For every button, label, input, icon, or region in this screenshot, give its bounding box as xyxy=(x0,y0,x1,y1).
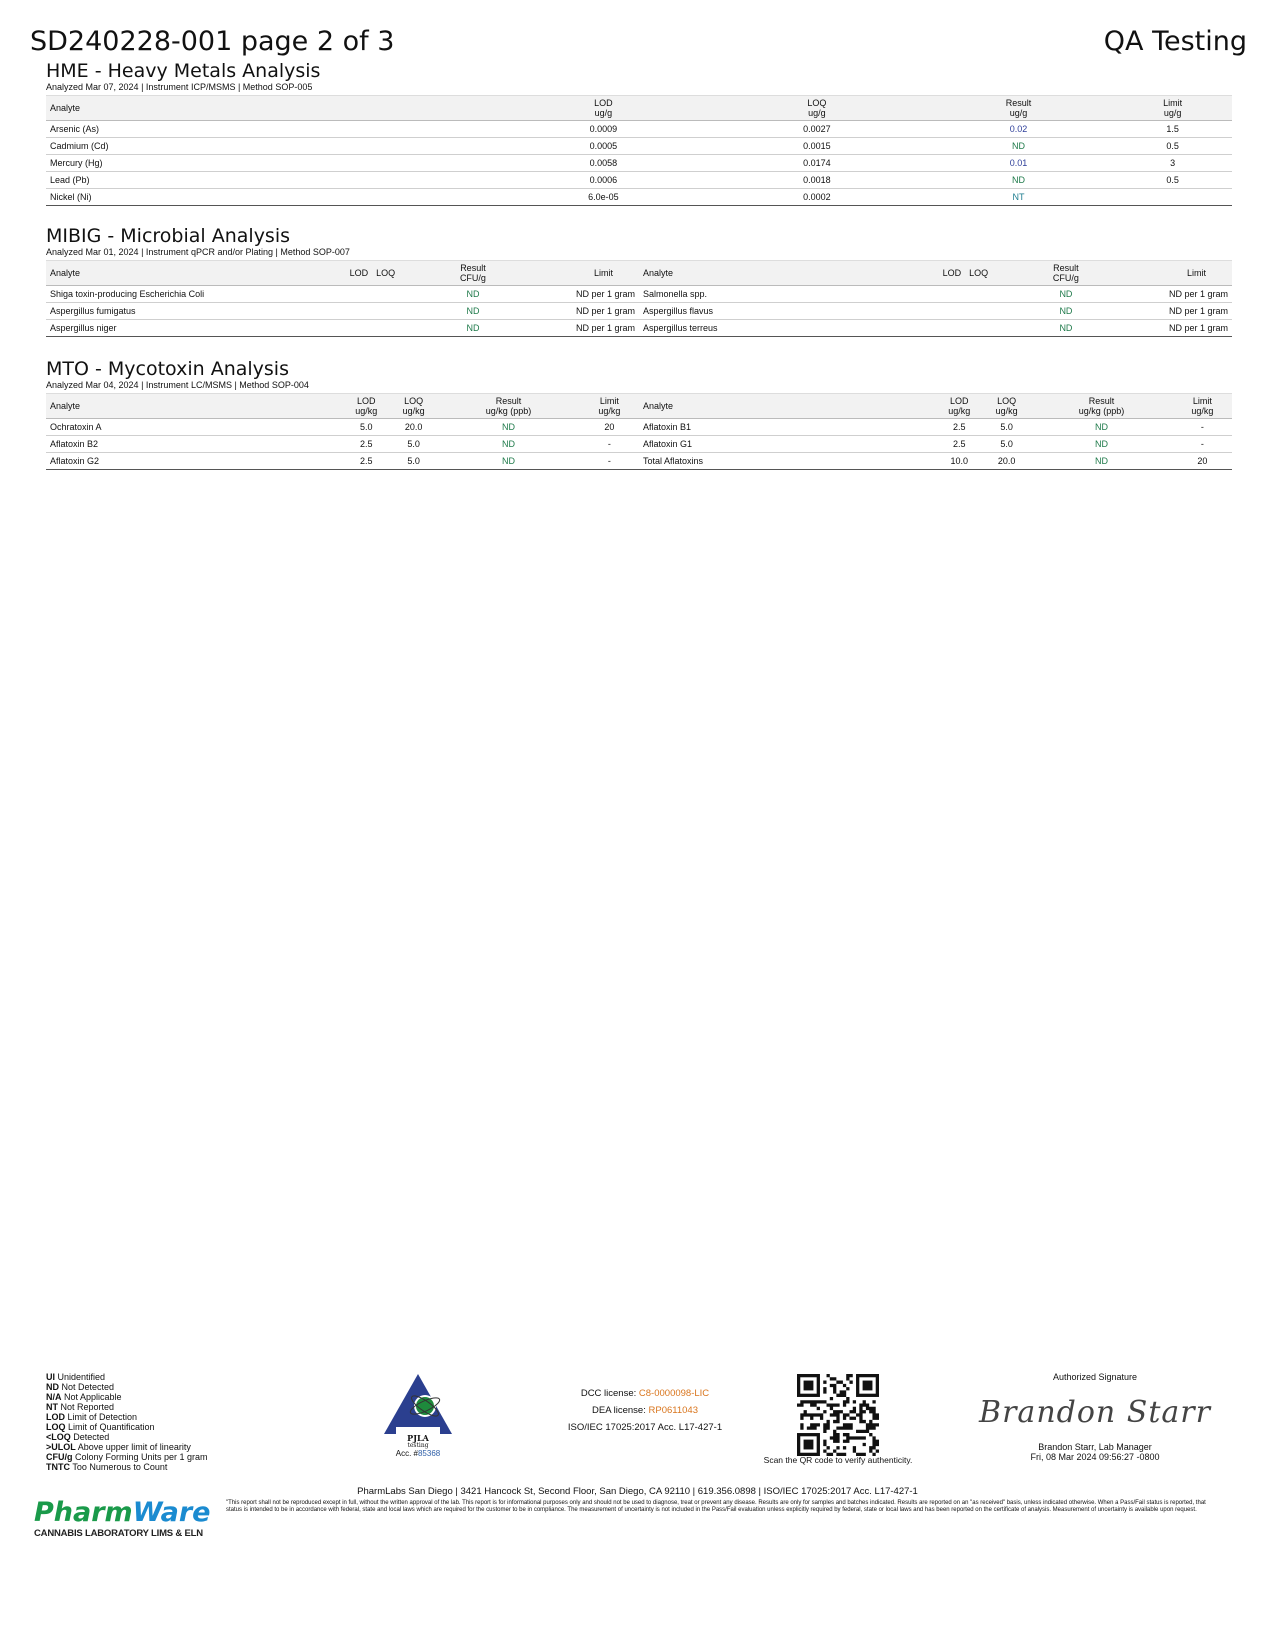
section-title: MTO - Mycotoxin Analysis xyxy=(46,358,289,380)
pjla-accreditation: Acc. #85368 xyxy=(395,1449,441,1458)
lod: 10.0 xyxy=(935,453,982,470)
lod: 5.0 xyxy=(343,419,390,436)
legend-item: >ULOL Above upper limit of linearity xyxy=(46,1442,191,1452)
lod: 2.5 xyxy=(935,436,982,453)
limit: 20 xyxy=(1173,453,1232,470)
analyte: Total Aflatoxins xyxy=(639,453,936,470)
col-loq-2: LOQ ug/kg xyxy=(983,394,1030,419)
result: ND xyxy=(1019,286,1114,303)
result: ND xyxy=(1030,419,1172,436)
col-loq: LOQ ug/g xyxy=(710,96,923,121)
col-analyte: Analyte xyxy=(46,96,497,121)
heavy-metals-section xyxy=(46,60,1232,206)
col-limit-2: Limit ug/kg xyxy=(1173,394,1232,419)
signature-block xyxy=(975,1372,1215,1462)
loq: 0.0027 xyxy=(710,121,923,138)
table-row xyxy=(46,121,1232,138)
limit: 3 xyxy=(1113,155,1232,172)
col-result: Result ug/g xyxy=(924,96,1114,121)
table-row xyxy=(46,419,1232,436)
legend-item: UI Unidentified xyxy=(46,1372,106,1382)
lod: 2.5 xyxy=(343,453,390,470)
microbial-table xyxy=(46,260,1232,337)
qr-code-icon xyxy=(797,1374,879,1456)
heavy-metals-table xyxy=(46,95,1232,206)
lod: 2.5 xyxy=(935,419,982,436)
dcc-license: DCC license: C8-0000098-LIC xyxy=(580,1388,710,1399)
iso-accreditation: ISO/IEC 17025:2017 Acc. L17-427-1 xyxy=(567,1422,723,1433)
result: ND xyxy=(426,303,521,320)
col-analyte-2: Analyte xyxy=(639,261,936,286)
section-meta: Analyzed Mar 04, 2024 | Instrument LC/MSMS | Method SOP-004 xyxy=(46,380,309,390)
limit: ND per 1 gram xyxy=(1113,320,1232,337)
lod: 0.0058 xyxy=(497,155,710,172)
legend-item: LOQ Limit of Quantification xyxy=(46,1422,155,1432)
limit: - xyxy=(1173,419,1232,436)
limit: - xyxy=(1173,436,1232,453)
dea-license: DEA license: RP0611043 xyxy=(592,1405,698,1416)
analyte: Cadmium (Cd) xyxy=(46,138,497,155)
table-header-row xyxy=(46,261,1232,286)
analyte: Ochratoxin A xyxy=(46,419,343,436)
col-limit: Limit ug/g xyxy=(1113,96,1232,121)
legend-item: <LOQ Detected xyxy=(46,1432,110,1442)
analyte: Aspergillus flavus xyxy=(639,303,936,320)
table-row xyxy=(46,453,1232,470)
col-lod-2: LOD xyxy=(936,261,966,286)
pjla-accreditation-logo xyxy=(378,1372,458,1459)
pjla-sub: testing xyxy=(407,1442,429,1449)
licenses-block xyxy=(540,1385,750,1436)
result: ND xyxy=(437,419,579,436)
analyte: Aflatoxin B1 xyxy=(639,419,936,436)
legend-item: N/A Not Applicable xyxy=(46,1392,122,1402)
analyte: Lead (Pb) xyxy=(46,172,497,189)
legend-item: TNTC Too Numerous to Count xyxy=(46,1462,168,1472)
verification-qr-code[interactable] xyxy=(797,1374,879,1461)
col-analyte: Analyte xyxy=(46,261,343,286)
report-page-id: SD240228-001 page 2 of 3 xyxy=(30,26,395,57)
lab-address: PharmLabs San Diego | 3421 Hancock St, Second Floor, San Diego, CA 92110 | 619.356.0898 | ISO/IEC 17025:2017 Acc. L17-427-1 xyxy=(357,1486,918,1497)
section-title: HME - Heavy Metals Analysis xyxy=(46,60,321,82)
limit: 0.5 xyxy=(1113,172,1232,189)
result: ND xyxy=(924,138,1114,155)
result: 0.02 xyxy=(924,121,1114,138)
pharmware-logo xyxy=(34,1497,211,1539)
legend-item: CFU/g Colony Forming Units per 1 gram xyxy=(46,1452,208,1462)
col-result-2: Result ug/kg (ppb) xyxy=(1030,394,1172,419)
lod: 0.0005 xyxy=(497,138,710,155)
col-loq-2: LOQ xyxy=(965,261,1018,286)
pharmware-tagline: CANNABIS LABORATORY LIMS & ELN xyxy=(34,1528,203,1539)
col-analyte: Analyte xyxy=(46,394,343,419)
pjla-name: PJLA xyxy=(407,1433,429,1443)
report-type: QA Testing xyxy=(1103,26,1247,57)
lod: 0.0006 xyxy=(497,172,710,189)
pharmware-wordmark: PharmWare xyxy=(34,1497,211,1528)
limit: 0.5 xyxy=(1113,138,1232,155)
analyte: Arsenic (As) xyxy=(46,121,497,138)
analyte: Aflatoxin B2 xyxy=(46,436,343,453)
analyte: Aflatoxin G2 xyxy=(46,453,343,470)
loq: 5.0 xyxy=(983,419,1030,436)
analyte: Aspergillus fumigatus xyxy=(46,303,343,320)
table-row xyxy=(46,189,1232,206)
abbreviation-legend xyxy=(46,1372,208,1472)
col-result-2: Result CFU/g xyxy=(1019,261,1114,286)
col-lod: LOD ug/kg xyxy=(343,394,390,419)
col-lod-2: LOD ug/kg xyxy=(935,394,982,419)
limit: ND per 1 gram xyxy=(1113,303,1232,320)
result: 0.01 xyxy=(924,155,1114,172)
table-row xyxy=(46,155,1232,172)
analyte: Aflatoxin G1 xyxy=(639,436,936,453)
limit: 1.5 xyxy=(1113,121,1232,138)
mycotoxin-table xyxy=(46,393,1232,470)
col-result: Result CFU/g xyxy=(426,261,521,286)
loq: 0.0002 xyxy=(710,189,923,206)
legend-item: ND Not Detected xyxy=(46,1382,115,1392)
table-row xyxy=(46,172,1232,189)
signature-timestamp: Fri, 08 Mar 2024 09:56:27 -0800 xyxy=(1030,1452,1160,1462)
col-limit: Limit ug/kg xyxy=(580,394,639,419)
analyte: Salmonella spp. xyxy=(639,286,936,303)
pjla-triangle-icon xyxy=(378,1372,458,1438)
analyte: Shiga toxin-producing Escherichia Coli xyxy=(46,286,343,303)
result: ND xyxy=(426,320,521,337)
table-row xyxy=(46,436,1232,453)
result: ND xyxy=(924,172,1114,189)
loq: 0.0015 xyxy=(710,138,923,155)
table-header-row xyxy=(46,394,1232,419)
limit: - xyxy=(580,436,639,453)
col-limit-2: Limit xyxy=(1113,261,1232,286)
analyte: Nickel (Ni) xyxy=(46,189,497,206)
signer-name-title: Brandon Starr, Lab Manager xyxy=(1038,1442,1152,1452)
result: ND xyxy=(1030,453,1172,470)
result: ND xyxy=(437,436,579,453)
col-limit: Limit xyxy=(520,261,639,286)
loq: 20.0 xyxy=(983,453,1030,470)
limit: ND per 1 gram xyxy=(520,286,639,303)
analyte: Mercury (Hg) xyxy=(46,155,497,172)
col-analyte-2: Analyte xyxy=(639,394,936,419)
section-title: MIBIG - Microbial Analysis xyxy=(46,225,291,247)
result: ND xyxy=(1019,320,1114,337)
limit: ND per 1 gram xyxy=(520,303,639,320)
table-row xyxy=(46,320,1232,337)
loq: 0.0174 xyxy=(710,155,923,172)
legend-item: LOD Limit of Detection xyxy=(46,1412,138,1422)
mycotoxin-section xyxy=(46,358,1232,470)
limit xyxy=(1113,189,1232,206)
handwritten-signature: Brandon Starr xyxy=(979,1394,1211,1430)
lod: 6.0e-05 xyxy=(497,189,710,206)
limit: ND per 1 gram xyxy=(1113,286,1232,303)
section-meta: Analyzed Mar 07, 2024 | Instrument ICP/MSMS | Method SOP-005 xyxy=(46,82,313,92)
qr-caption: Scan the QR code to verify authenticity. xyxy=(763,1455,913,1465)
analyte: Aspergillus terreus xyxy=(639,320,936,337)
loq: 5.0 xyxy=(390,453,437,470)
table-row xyxy=(46,138,1232,155)
limit: ND per 1 gram xyxy=(520,320,639,337)
table-row xyxy=(46,303,1232,320)
col-loq: LOQ ug/kg xyxy=(390,394,437,419)
col-lod: LOD xyxy=(343,261,373,286)
col-result: Result ug/kg (ppb) xyxy=(437,394,579,419)
disclaimer: "This report shall not be reproduced except in full, without the written approval of the lab. This report is for informational purposes only and should not be used to diagnose, treat or prevent any disease. Results are only for samples and batches indicated. Results are reported on an "as received" basis, unless indicated otherwise. When a Pass/Fail status is reported, that status is intended to be in accordance with federal, state and local laws which are required for the customer to be in compliance. The measurement of uncertainty is not included in the Pass/Fail evaluation unless explicitly required by federal, state or local laws and has been reported on the certificate of analysis. Measurement of uncertainty is available upon request. xyxy=(226,1500,1206,1513)
legend-item: NT Not Reported xyxy=(46,1402,115,1412)
result: ND xyxy=(426,286,521,303)
result: ND xyxy=(1030,436,1172,453)
lod: 2.5 xyxy=(343,436,390,453)
col-loq: LOQ xyxy=(372,261,425,286)
col-lod: LOD ug/g xyxy=(497,96,710,121)
loq: 5.0 xyxy=(390,436,437,453)
loq: 20.0 xyxy=(390,419,437,436)
loq: 0.0018 xyxy=(710,172,923,189)
table-row xyxy=(46,286,1232,303)
result: NT xyxy=(924,189,1114,206)
limit: - xyxy=(580,453,639,470)
table-header-row xyxy=(46,96,1232,121)
section-meta: Analyzed Mar 01, 2024 | Instrument qPCR and/or Plating | Method SOP-007 xyxy=(46,247,350,257)
microbial-section xyxy=(46,225,1232,337)
result: ND xyxy=(1019,303,1114,320)
result: ND xyxy=(437,453,579,470)
analyte: Aspergillus niger xyxy=(46,320,343,337)
lod: 0.0009 xyxy=(497,121,710,138)
limit: 20 xyxy=(580,419,639,436)
loq: 5.0 xyxy=(983,436,1030,453)
signature-label: Authorized Signature xyxy=(1052,1372,1138,1382)
